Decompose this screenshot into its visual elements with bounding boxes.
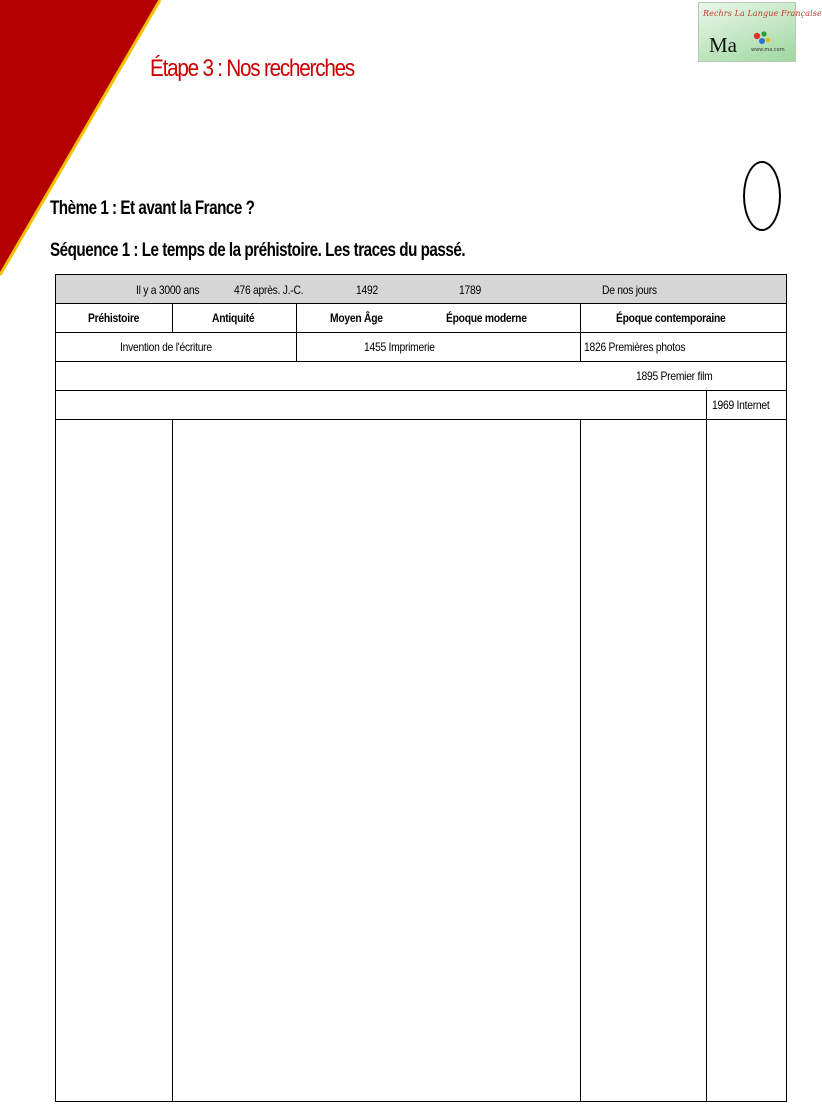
event-label: 1826 Premières photos: [584, 340, 686, 354]
logo-url-text: www.ma.com: [751, 47, 785, 53]
column-divider: [172, 304, 173, 332]
answer-circle: [743, 161, 781, 231]
row-divider: [56, 390, 786, 391]
column-divider: [706, 391, 707, 1101]
corner-decoration: [0, 0, 165, 280]
column-divider: [296, 304, 297, 361]
date-label: De nos jours: [602, 283, 657, 297]
period-label: Antiquité: [212, 311, 255, 325]
date-label: 1789: [459, 283, 481, 297]
date-label: Il y a 3000 ans: [136, 283, 200, 297]
period-label: Préhistoire: [88, 311, 140, 325]
row-divider: [56, 303, 786, 304]
logo-main-text: Ma: [709, 33, 737, 57]
event-label: 1969 Internet: [712, 398, 770, 412]
timeline-table: [55, 274, 787, 1102]
event-label: Invention de l'écriture: [120, 340, 212, 354]
row-divider: [56, 332, 786, 333]
date-label: 1492: [356, 283, 378, 297]
site-logo: [698, 2, 822, 62]
column-divider: [580, 420, 581, 1101]
row-divider: [56, 361, 786, 362]
column-divider: [580, 304, 581, 361]
column-divider: [172, 420, 173, 1101]
period-label: Époque moderne: [446, 311, 527, 325]
sequence-heading: Séquence 1 : Le temps de la préhistoire. Les traces du passé.: [50, 240, 466, 261]
event-label: 1895 Premier film: [636, 369, 713, 383]
step-title: Étape 3 : Nos recherches: [150, 55, 355, 82]
row-divider: [56, 419, 786, 420]
date-label: 476 après. J.-C.: [234, 283, 304, 297]
event-label: 1455 Imprimerie: [364, 340, 435, 354]
period-label: Moyen Âge: [330, 311, 383, 325]
theme-heading: Thème 1 : Et avant la France ?: [50, 198, 255, 219]
period-label: Époque contemporaine: [616, 311, 726, 325]
logo-top-text: Rechrs La Langue Française: [703, 9, 822, 18]
